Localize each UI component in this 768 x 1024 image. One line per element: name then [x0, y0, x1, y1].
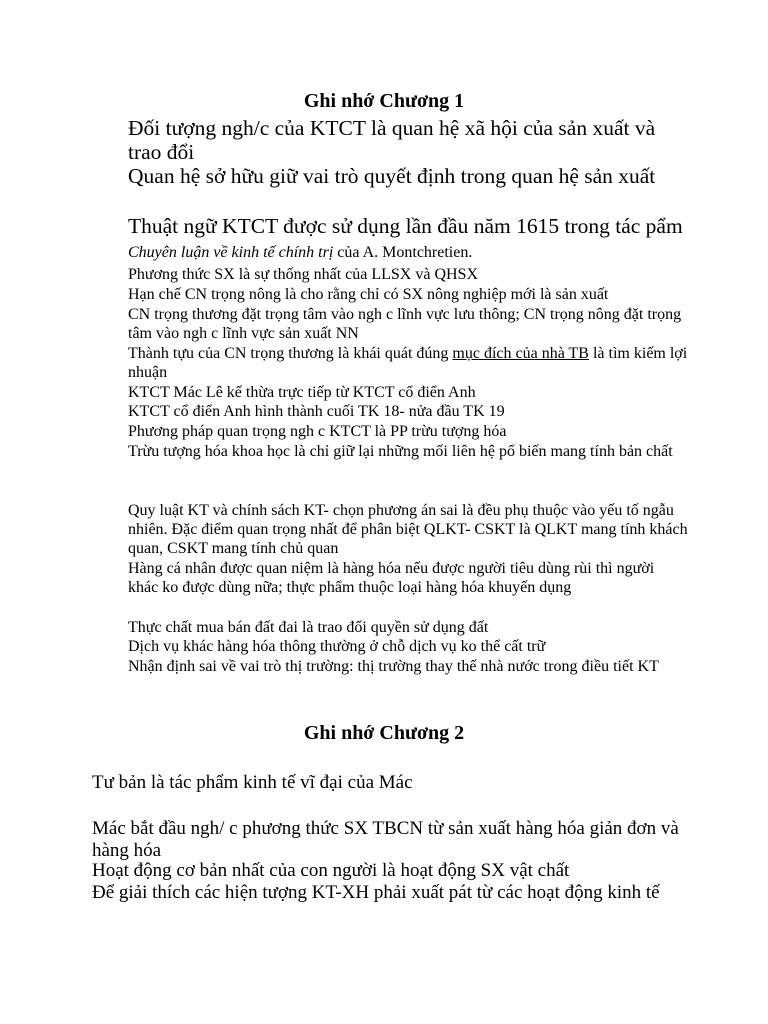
paragraph: Quan hệ sở hữu giữ vai trò quyết định trong quan hệ sản xuất	[128, 164, 656, 188]
paragraph-text: của A. Montchretien.	[333, 244, 473, 261]
paragraph: Hoạt động cơ bản nhất của con người là hoạt động SX vật chất	[92, 860, 570, 881]
paragraph	[128, 214, 688, 265]
paragraph: Tư bản là tác phẩm kinh tế vĩ đại của Mác	[92, 772, 413, 793]
paragraph: Thực chất mua bán đất đai là trao đổi quyền sử dụng đất	[128, 619, 489, 636]
paragraph: Nhận định sai về vai trò thị trường: thị trường thay thế nhà nước trong điều tiết KT	[128, 658, 659, 675]
paragraph: Đối tượng ngh/c của KTCT là quan hệ xã hội của sản xuất và trao đổi	[128, 116, 656, 164]
underlined-text: mục đích của nhà TB	[452, 345, 589, 362]
paragraph: Phương pháp quan trọng ngh c KTCT là PP trừu tượng hóa	[128, 423, 507, 440]
paragraph: Hạn chế CN trọng nông là cho rằng chỉ có SX nông nghiệp mới là sản xuất	[128, 286, 609, 303]
paragraph: Dịch vụ khác hàng hóa thông thường ở chỗ dịch vụ ko thể cất trữ	[128, 638, 546, 655]
paragraph: Quy luật KT và chính sách KT- chọn phương án sai là đều phụ thuộc vào yếu tố ngẫu nhiên. Đặc điểm quan trọng nhất để phân biệt QLKT- CSKT là QLKT mang tính khách quan, CSKT mang tính chủ quan	[128, 502, 688, 557]
paragraph-text: Thành tựu của CN trọng thương là khái quát đúng	[128, 345, 453, 362]
paragraph: Mác bắt đầu ngh/ c phương thức SX TBCN từ sản xuất hàng hóa giản đơn và hàng hóa	[92, 818, 679, 861]
paragraph: CN trọng thương đặt trọng tâm vào ngh c lĩnh vực lưu thông; CN trọng nông đặt trọng tâm vào ngh c lĩnh vực sản xuất NN	[128, 306, 682, 342]
paragraph: KTCT cổ điển Anh hình thành cuối TK 18- nửa đầu TK 19	[128, 403, 505, 420]
paragraph: KTCT Mác Lê kế thừa trực tiếp từ KTCT cổ điển Anh	[128, 384, 476, 401]
chapter2-title: Ghi nhớ Chương 2	[303, 722, 465, 744]
paragraph: Hàng cá nhân được quan niệm là hàng hóa nếu được người tiêu dùng rùi thì người khác ko được dùng nữa; thực phẩm thuộc loại hàng hóa khuyến dụng	[128, 560, 655, 596]
paragraph: Để giải thích các hiện tượng KT-XH phải xuất pát từ các hoạt động kinh tế	[92, 882, 660, 903]
paragraph: Trừu tượng hóa khoa học là chỉ giữ lại những mối liên hệ pổ biến mang tính bản chất	[128, 443, 673, 460]
paragraph-text: Thuật ngữ KTCT được sử dụng lần đầu năm 1615 trong tác pẩm	[128, 214, 683, 238]
book-title: Chuyên luận về kinh tế chính trị	[128, 244, 334, 261]
paragraph	[128, 344, 688, 382]
paragraph-text: là tìm kiếm lợi nhuận	[128, 345, 688, 381]
chapter1-title: Ghi nhớ Chương 1	[303, 90, 465, 112]
paragraph: Phương thức SX là sự thống nhất của LLSX và QHSX	[128, 266, 479, 283]
